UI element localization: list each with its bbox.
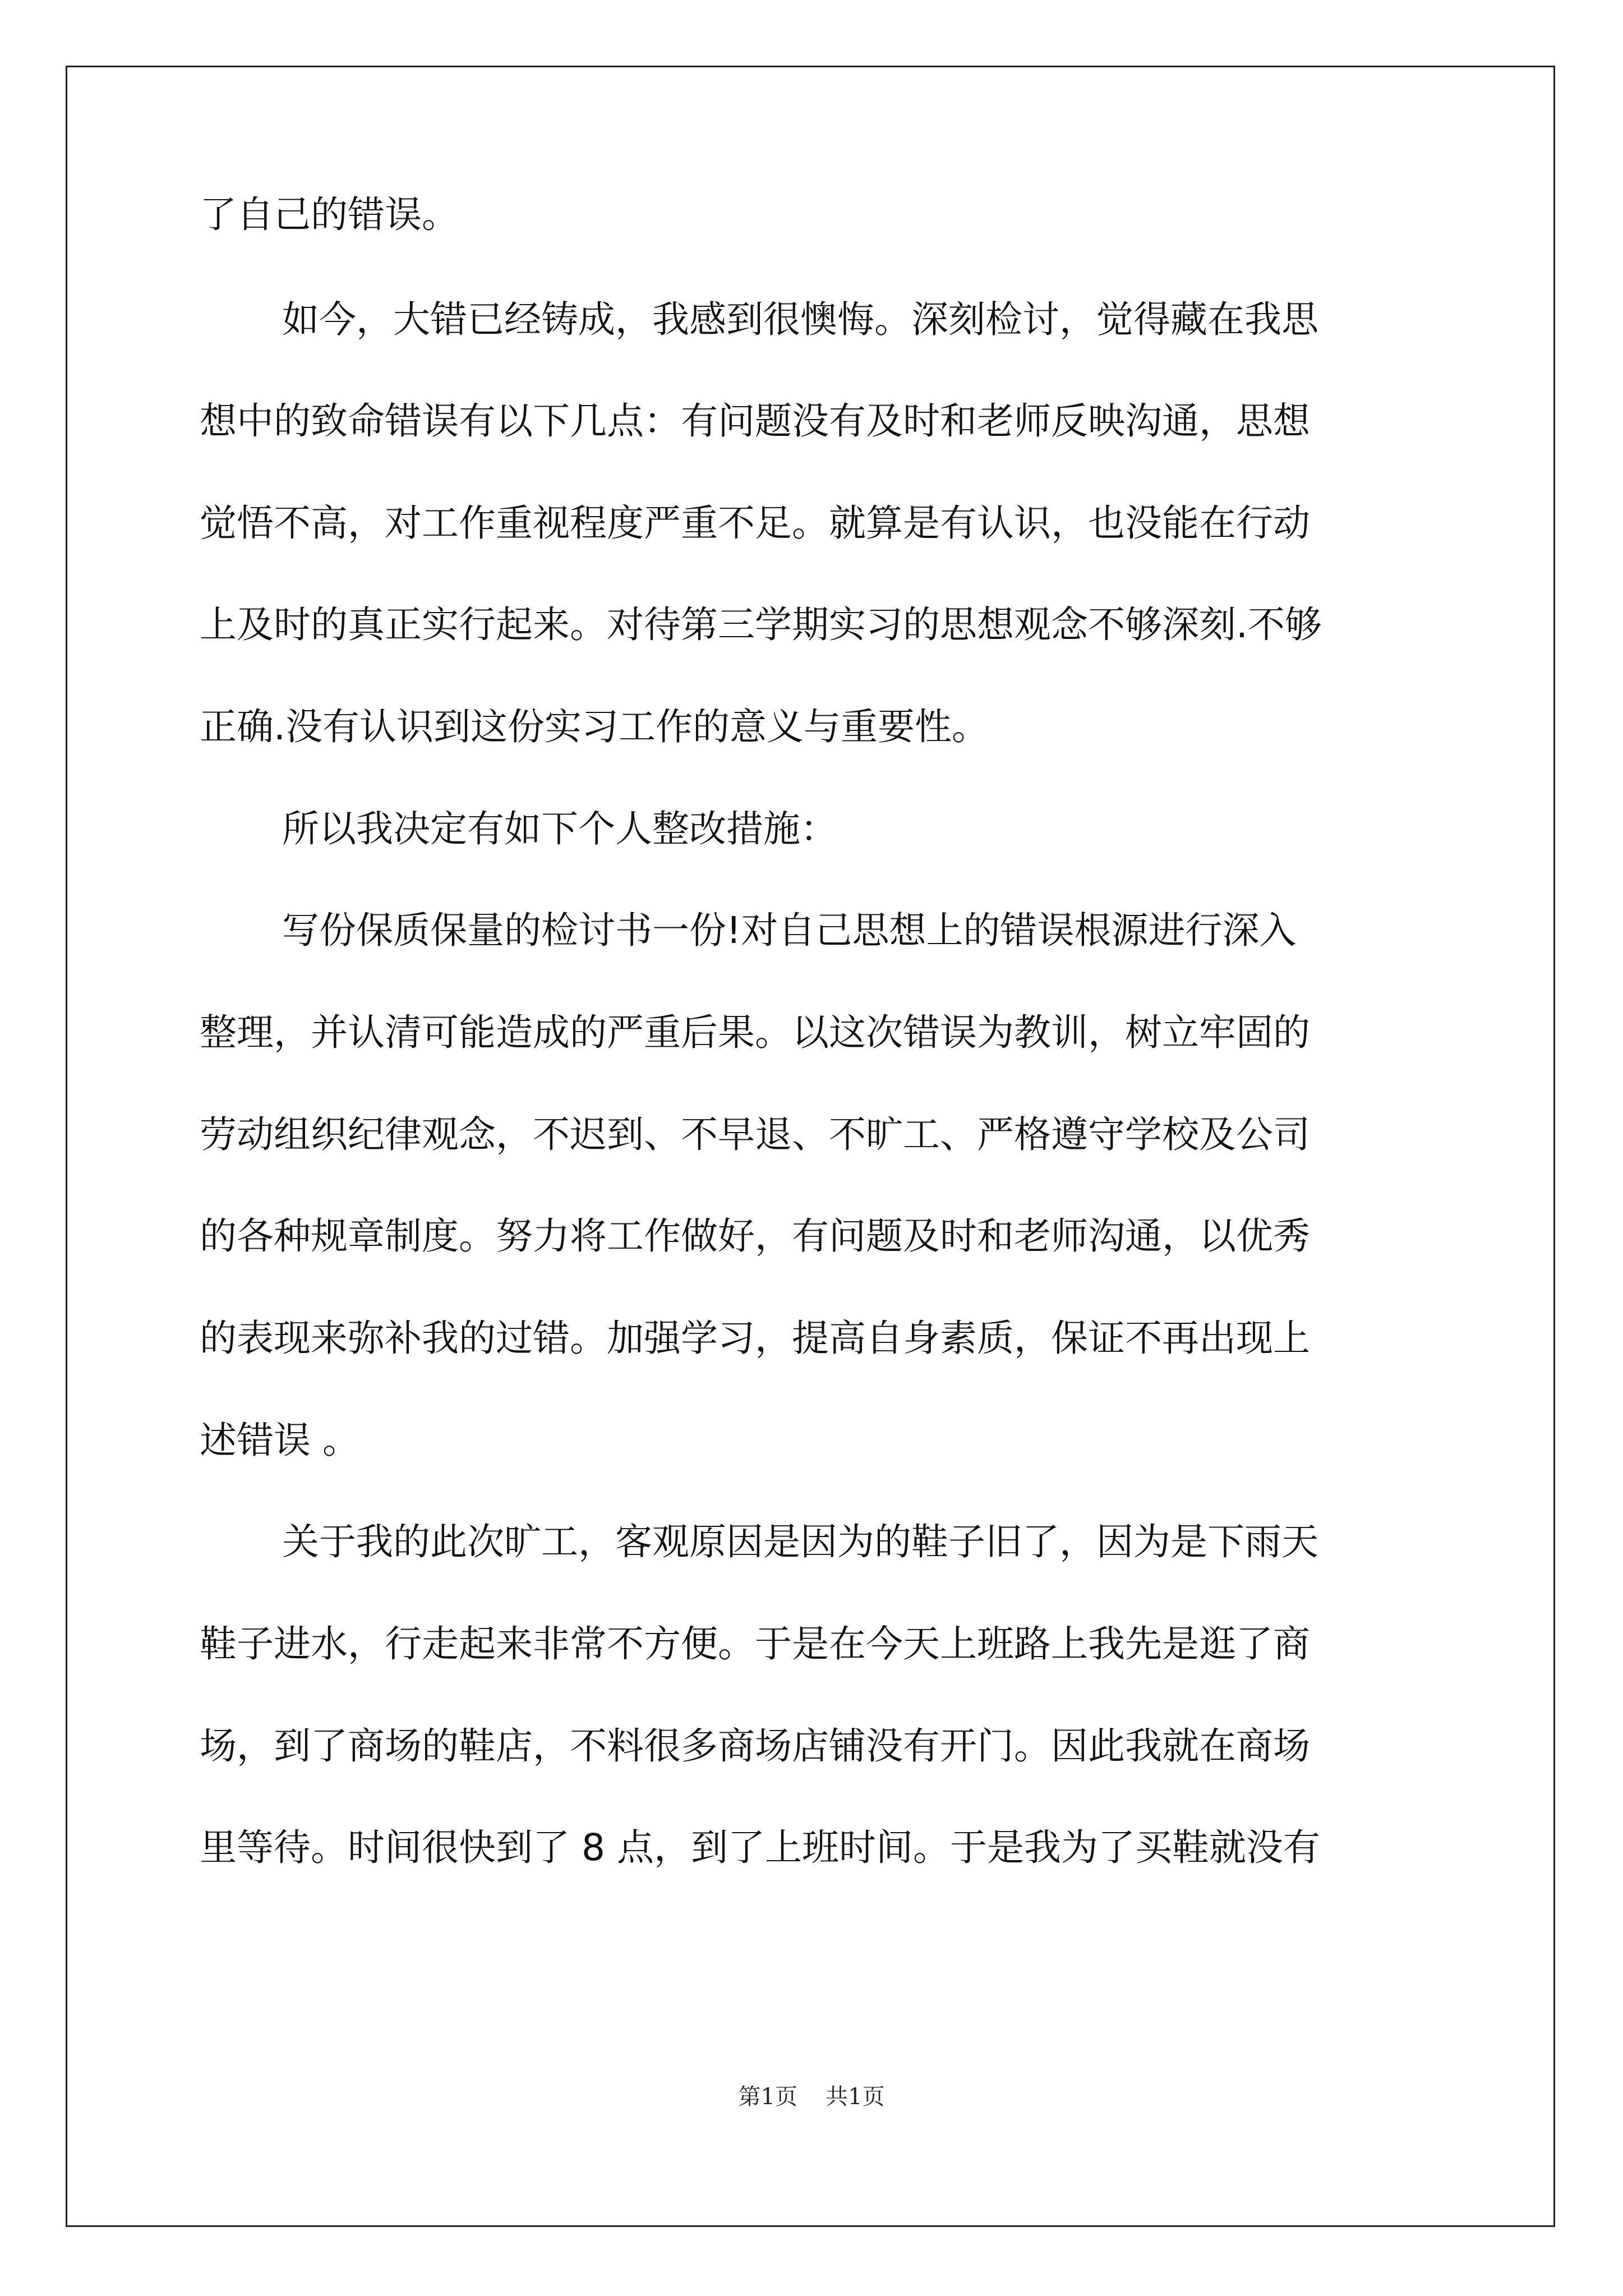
text-line: 述错误 。 [200, 1419, 359, 1462]
text-line: 的表现来弥补我的过错。加强学习，提高自身素质，保证不再出现上 [200, 1317, 1310, 1360]
text-line: 的各种规章制度。努力将工作做好，有问题及时和老师沟通，以优秀 [200, 1214, 1310, 1258]
text-line: 场，到了商场的鞋店，不料很多商场店铺没有开门。因此我就在商场 [200, 1724, 1310, 1768]
page-total: 共1页 [826, 2084, 885, 2110]
text-line: 整理，并认清可能造成的严重后果。以这次错误为教训，树立牢固的 [200, 1011, 1310, 1054]
text-line: 上及时的真正实行起来。对待第三学期实习的思想观念不够深刻.不够 [200, 603, 1322, 646]
paragraph-first-line: 写份保质保量的检讨书一份!对自己思想上的错误根源进行深入 [282, 909, 1297, 952]
text-line: 了自己的错误。 [200, 193, 459, 236]
text-line: 觉悟不高，对工作重视程度严重不足。就算是有认识，也没能在行动 [200, 501, 1310, 545]
page-number: 第1页 [738, 2084, 797, 2110]
paragraph-first-line: 所以我决定有如下个人整改措施： [282, 807, 837, 850]
text-line: 里等待。时间很快到了 8 点，到了上班时间。于是我为了买鞋就没有 [200, 1826, 1320, 1869]
text-line: 鞋子进水，行走起来非常不方便。于是在今天上班路上我先是逛了商 [200, 1622, 1310, 1665]
paragraph-first-line: 关于我的此次旷工，客观原因是因为的鞋子旧了，因为是下雨天 [282, 1520, 1318, 1563]
page-footer [0, 2080, 1623, 2114]
text-line: 正确.没有认识到这份实习工作的意义与重要性。 [200, 705, 989, 748]
text-line: 劳动组织纪律观念，不迟到、不早退、不旷工、严格遵守学校及公司 [200, 1113, 1310, 1156]
paragraph-first-line: 如今，大错已经铸成，我感到很懊悔。深刻检讨，觉得藏在我思 [282, 298, 1318, 341]
text-line: 想中的致命错误有以下几点：有问题没有及时和老师反映沟通，思想 [200, 399, 1310, 443]
